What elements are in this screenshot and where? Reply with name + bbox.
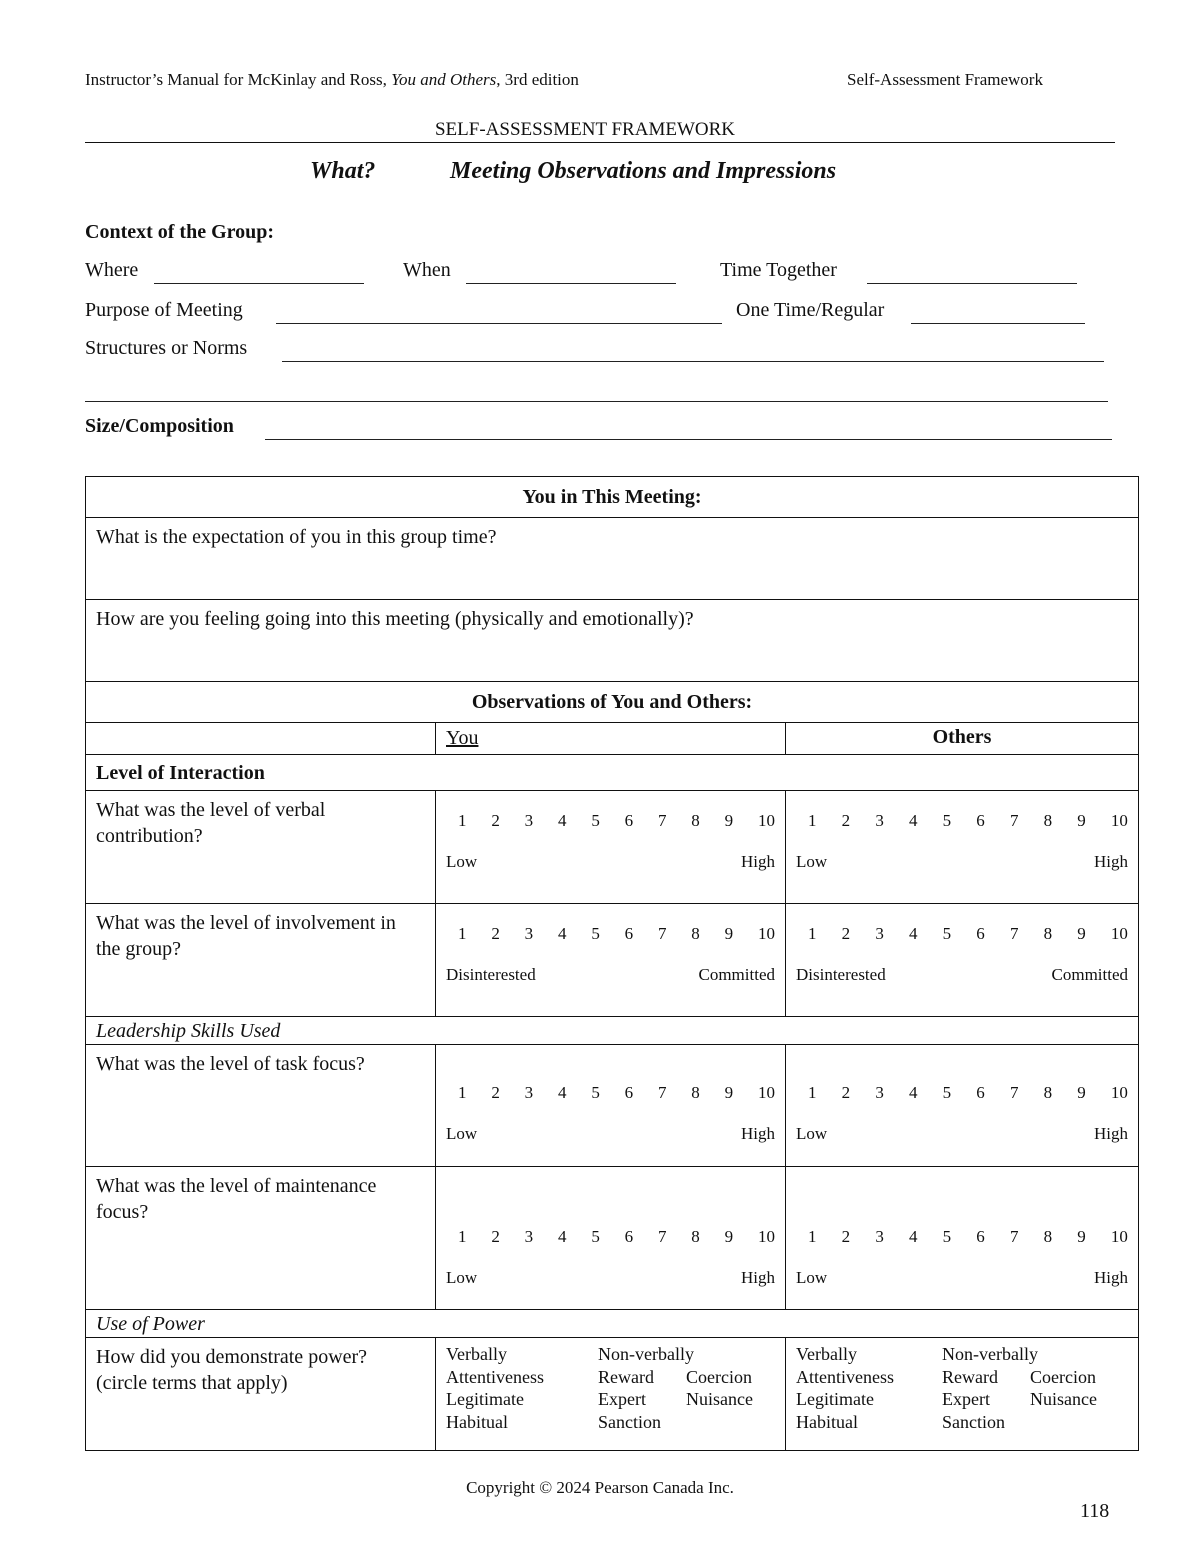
term-habitual[interactable]: Habitual: [446, 1411, 508, 1432]
expectation-question[interactable]: What is the expectation of you in this group time?: [86, 518, 1139, 600]
scale-low-label: Low: [446, 852, 478, 871]
col-others-header: Others: [786, 723, 1139, 755]
running-header-left: Instructor’s Manual for McKinlay and Ross, You and Others, 3rd edition: [85, 70, 579, 89]
scale-number[interactable]: 1: [458, 1227, 467, 1246]
scale-number[interactable]: 6: [624, 1083, 634, 1102]
col-you-header: You: [436, 723, 786, 755]
when-label: When: [403, 259, 451, 281]
scale-number[interactable]: 3: [524, 1083, 534, 1102]
scale-number[interactable]: 2: [841, 924, 851, 943]
scale-number[interactable]: 4: [557, 1227, 567, 1246]
scale-numbers: [446, 1227, 775, 1247]
scale-high-label: High: [1094, 852, 1129, 871]
scale-end-labels: [796, 852, 1128, 872]
term-nuisance[interactable]: Nuisance: [686, 1389, 753, 1409]
level-interaction-heading: Level of Interaction: [86, 755, 1139, 791]
book-title: You and Others: [391, 70, 497, 89]
scale-number[interactable]: 6: [976, 1083, 985, 1102]
task-scale-others[interactable]: [786, 1045, 1139, 1167]
term-reward[interactable]: Reward: [598, 1366, 654, 1387]
scale-number[interactable]: 10: [1110, 1083, 1128, 1102]
verbal-scale-you[interactable]: [436, 791, 786, 904]
scale-number[interactable]: 7: [1009, 924, 1019, 943]
term-habitual[interactable]: Habitual: [796, 1411, 858, 1432]
scale-number[interactable]: 7: [1009, 811, 1019, 830]
scale-number[interactable]: 6: [624, 811, 634, 830]
scale-number[interactable]: 8: [691, 1083, 700, 1102]
scale-number[interactable]: 6: [976, 811, 985, 830]
scale-number[interactable]: 7: [1009, 1227, 1019, 1246]
scale-low-label: Low: [446, 1268, 478, 1287]
scale-number[interactable]: 5: [591, 924, 600, 943]
scale-number[interactable]: 1: [808, 811, 817, 830]
scale-numbers: [446, 1083, 775, 1103]
size-field[interactable]: [265, 439, 1112, 440]
when-field[interactable]: [466, 283, 676, 284]
scale-number[interactable]: 8: [1043, 924, 1053, 943]
involvement-question: What was the level of involvement in the group?: [86, 904, 436, 1017]
scale-number[interactable]: 10: [757, 1227, 775, 1246]
time-together-label: Time Together: [720, 259, 837, 281]
scale-number[interactable]: 2: [491, 1227, 500, 1246]
context-heading: Context of the Group:: [85, 221, 275, 243]
term-attentiveness[interactable]: Attentiveness: [796, 1366, 894, 1387]
scale-low-label: Low: [796, 1124, 828, 1143]
scale-number[interactable]: 8: [691, 1227, 700, 1246]
scale-number[interactable]: 7: [657, 811, 667, 830]
scale-end-labels: [446, 1268, 775, 1288]
scale-number[interactable]: 8: [1043, 1083, 1053, 1102]
term-coercion[interactable]: Coercion: [1030, 1366, 1096, 1387]
maintenance-scale-others[interactable]: [786, 1167, 1139, 1310]
scale-high-label: High: [741, 1268, 775, 1287]
scale-low-label: Disinterested: [796, 965, 886, 984]
term-nuisance[interactable]: Nuisance: [1030, 1389, 1097, 1409]
page-number: 118: [1080, 1500, 1110, 1522]
scale-number[interactable]: 1: [458, 924, 467, 943]
scale-high-label: High: [1094, 1124, 1129, 1143]
scale-high-label: High: [741, 1124, 775, 1143]
scale-number[interactable]: 7: [1009, 1083, 1019, 1102]
scale-number[interactable]: 6: [624, 1227, 634, 1246]
scale-number[interactable]: 10: [757, 811, 775, 830]
scale-number[interactable]: 8: [691, 811, 700, 830]
running-header-right: Self-Assessment Framework: [847, 70, 1043, 89]
scale-number[interactable]: 5: [591, 811, 600, 830]
scale-high-label: Committed: [1051, 965, 1129, 984]
scale-number[interactable]: 1: [458, 1083, 467, 1102]
scale-number[interactable]: 6: [976, 924, 985, 943]
scale-number[interactable]: 5: [942, 1083, 952, 1102]
scale-number[interactable]: 8: [691, 924, 700, 943]
scale-number[interactable]: 4: [908, 811, 918, 830]
term-verbally[interactable]: Verbally: [446, 1344, 507, 1364]
power-question: How did you demonstrate power? (circle terms that apply): [86, 1338, 436, 1451]
scale-number[interactable]: 7: [657, 924, 667, 943]
one-time-field[interactable]: [911, 323, 1085, 324]
scale-number[interactable]: 7: [657, 1083, 667, 1102]
scale-number[interactable]: 2: [841, 1083, 851, 1102]
leadership-heading: Leadership Skills Used: [86, 1017, 1139, 1045]
scale-numbers: [796, 811, 1128, 831]
scale-number[interactable]: 2: [491, 1083, 500, 1102]
task-scale-you[interactable]: [436, 1045, 786, 1167]
scale-low-label: Low: [446, 1124, 478, 1143]
scale-number[interactable]: 5: [942, 811, 952, 830]
observations-heading: Observations of You and Others:: [86, 682, 1139, 723]
time-together-field[interactable]: [867, 283, 1077, 284]
scale-number[interactable]: 7: [657, 1227, 667, 1246]
scale-number[interactable]: 9: [1077, 1083, 1086, 1102]
scale-end-labels: [796, 1268, 1128, 1288]
size-label: Size/Composition: [85, 415, 234, 437]
scale-number[interactable]: 9: [1077, 924, 1086, 943]
scale-end-labels: [796, 965, 1128, 985]
scale-numbers: [796, 1083, 1128, 1103]
feeling-question[interactable]: How are you feeling going into this meeting (physically and emotionally)?: [86, 600, 1139, 682]
scale-number[interactable]: 10: [1110, 1227, 1128, 1246]
verbal-scale-others[interactable]: [786, 791, 1139, 904]
purpose-label: Purpose of Meeting: [85, 299, 243, 321]
scale-number[interactable]: 5: [942, 924, 952, 943]
scale-number[interactable]: 5: [591, 1083, 600, 1102]
verbal-question: What was the level of verbal contribution?: [86, 791, 436, 904]
scale-numbers: [796, 1227, 1128, 1247]
scale-number[interactable]: 4: [908, 924, 918, 943]
scale-numbers: [446, 924, 775, 944]
term-attentiveness[interactable]: Attentiveness: [446, 1366, 544, 1387]
maintenance-scale-you[interactable]: [436, 1167, 786, 1310]
scale-number[interactable]: 1: [458, 811, 467, 830]
copyright: Copyright © 2024 Pearson Canada Inc.: [466, 1478, 734, 1497]
term-sanction[interactable]: Sanction: [942, 1411, 1005, 1432]
scale-numbers: [796, 924, 1128, 944]
scale-number[interactable]: 4: [557, 811, 567, 830]
scale-number[interactable]: 4: [908, 1083, 918, 1102]
scale-number[interactable]: 5: [591, 1227, 600, 1246]
scale-number[interactable]: 4: [908, 1227, 918, 1246]
scale-high-label: High: [741, 852, 775, 871]
term-non-verbally[interactable]: Non-verbally: [598, 1344, 694, 1364]
term-legitimate[interactable]: Legitimate: [446, 1389, 524, 1409]
scale-high-label: High: [1094, 1268, 1129, 1287]
scale-number[interactable]: 10: [1110, 811, 1128, 830]
scale-low-label: Low: [796, 1268, 828, 1287]
scale-number[interactable]: 10: [1110, 924, 1128, 943]
scale-number[interactable]: 3: [524, 1227, 534, 1246]
term-verbally[interactable]: Verbally: [796, 1344, 857, 1364]
term-expert[interactable]: Expert: [598, 1389, 646, 1409]
scale-number[interactable]: 8: [1043, 1227, 1053, 1246]
structures-field[interactable]: [282, 361, 1104, 362]
use-of-power-heading: Use of Power: [86, 1310, 1139, 1338]
scale-number[interactable]: 6: [624, 924, 634, 943]
scale-number[interactable]: 3: [875, 1083, 884, 1102]
scale-number[interactable]: 2: [841, 1227, 851, 1246]
scale-low-label: Disinterested: [446, 965, 536, 984]
subtitle-heading: Meeting Observations and Impressions: [450, 158, 837, 184]
structures-field-line2[interactable]: [85, 401, 1108, 402]
assessment-table: [85, 476, 1139, 1451]
power-terms-you[interactable]: [436, 1338, 786, 1451]
scale-number[interactable]: 2: [841, 811, 851, 830]
scale-number[interactable]: 6: [976, 1227, 985, 1246]
term-sanction[interactable]: Sanction: [598, 1411, 661, 1432]
one-time-label: One Time/Regular: [736, 299, 885, 321]
scale-end-labels: [446, 852, 775, 872]
power-terms-others[interactable]: [786, 1338, 1139, 1451]
you-in-meeting-heading: You in This Meeting:: [86, 477, 1139, 518]
term-legitimate[interactable]: Legitimate: [796, 1389, 874, 1409]
term-expert[interactable]: Expert: [942, 1389, 990, 1409]
scale-number[interactable]: 3: [875, 924, 884, 943]
term-non-verbally[interactable]: Non-verbally: [942, 1344, 1038, 1364]
scale-number[interactable]: 10: [757, 1083, 775, 1102]
scale-number[interactable]: 9: [1077, 1227, 1086, 1246]
scale-number[interactable]: 3: [524, 811, 534, 830]
maintenance-question: What was the level of maintenance focus?: [86, 1167, 436, 1310]
scale-number[interactable]: 1: [808, 1083, 817, 1102]
involvement-scale-you[interactable]: [436, 904, 786, 1017]
involvement-scale-others[interactable]: [786, 904, 1139, 1017]
scale-number[interactable]: 9: [724, 1227, 734, 1246]
blank-header-cell: [86, 723, 436, 755]
scale-number[interactable]: 3: [875, 811, 884, 830]
subtitle-what: What?: [310, 158, 376, 184]
scale-number[interactable]: 9: [724, 924, 734, 943]
scale-number[interactable]: 2: [491, 924, 500, 943]
scale-number[interactable]: 8: [1043, 811, 1053, 830]
task-question: What was the level of task focus?: [86, 1045, 436, 1167]
scale-numbers: [446, 811, 775, 831]
scale-number[interactable]: 1: [808, 1227, 817, 1246]
scale-low-label: Low: [796, 852, 828, 871]
where-field[interactable]: [154, 283, 364, 284]
scale-number[interactable]: 9: [1077, 811, 1086, 830]
scale-number[interactable]: 4: [557, 1083, 567, 1102]
scale-high-label: Committed: [698, 965, 775, 984]
where-label: Where: [85, 259, 139, 281]
scale-end-labels: [446, 1124, 775, 1144]
scale-number[interactable]: 2: [491, 811, 500, 830]
scale-end-labels: [446, 965, 775, 985]
scale-number[interactable]: 9: [724, 811, 734, 830]
scale-number[interactable]: 3: [524, 924, 534, 943]
scale-number[interactable]: 4: [557, 924, 567, 943]
term-reward[interactable]: Reward: [942, 1366, 998, 1387]
structures-label: Structures or Norms: [85, 337, 248, 359]
purpose-field[interactable]: [276, 323, 722, 324]
scale-number[interactable]: 9: [724, 1083, 734, 1102]
scale-number[interactable]: 3: [875, 1227, 884, 1246]
page-title: SELF-ASSESSMENT FRAMEWORK: [85, 118, 1115, 143]
scale-number[interactable]: 5: [942, 1227, 952, 1246]
scale-number[interactable]: 1: [808, 924, 817, 943]
term-coercion[interactable]: Coercion: [686, 1366, 752, 1387]
scale-number[interactable]: 10: [757, 924, 775, 943]
scale-end-labels: [796, 1124, 1128, 1144]
